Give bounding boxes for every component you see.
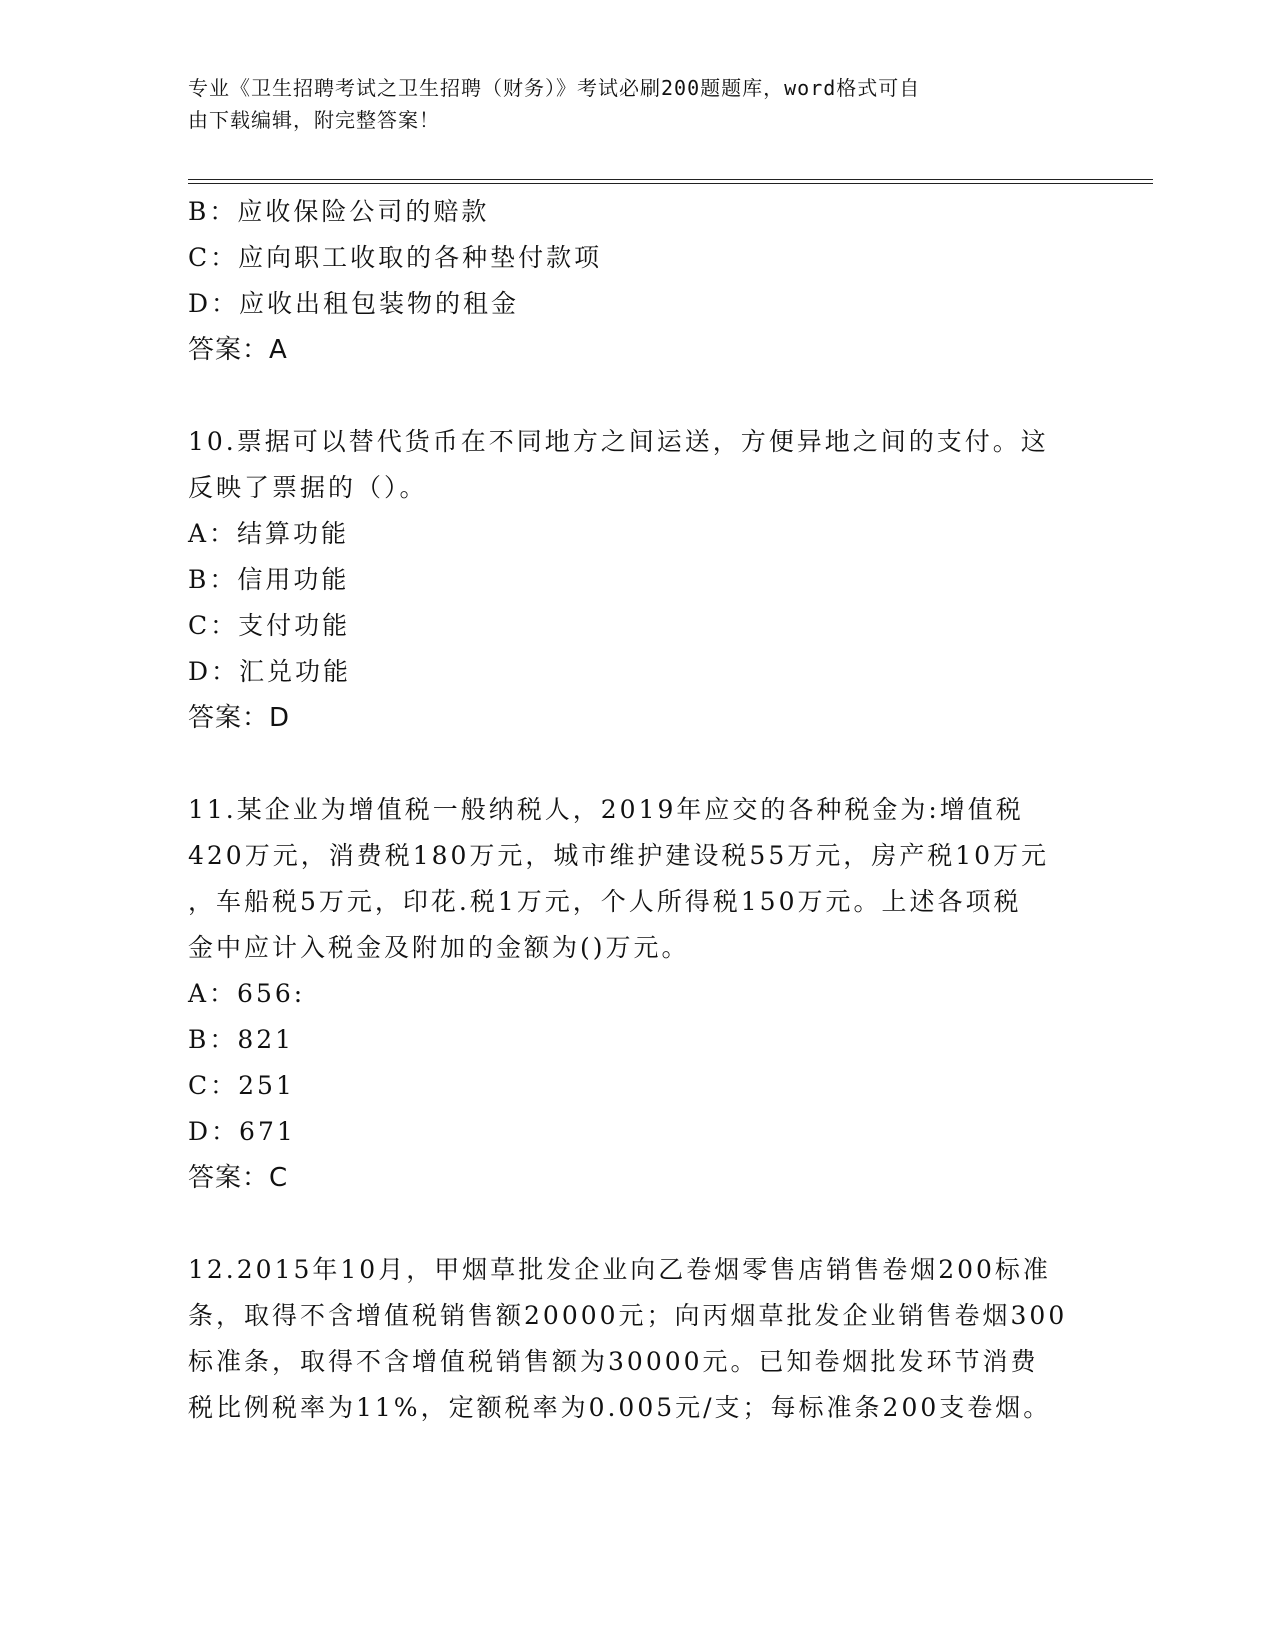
header-line-1: 专业《卫生招聘考试之卫生招聘（财务）》考试必刷200题题库，word格式可自 (188, 76, 921, 100)
option-d: D：671 (188, 1117, 296, 1146)
question-text-line: 条，取得不含增值税销售额20000元；向丙烟草批发企业销售卷烟300 (188, 1301, 1068, 1330)
question-text-line: 反映了票据的（）。 (188, 473, 428, 502)
option-a: A：结算功能 (188, 519, 350, 548)
option-a: A：656: (188, 979, 306, 1008)
option-c: C：251 (188, 1071, 295, 1100)
option-d: D：汇兑功能 (188, 657, 352, 686)
document-header (188, 72, 1068, 136)
question-block-12 (188, 1247, 1088, 1431)
header-divider-top (188, 179, 1153, 180)
header-divider-bottom (188, 183, 1153, 184)
header-line-2: 由下载编辑，附完整答案！ (188, 108, 440, 132)
option-c: C：应向职工收取的各种垫付款项 (188, 243, 603, 272)
question-text-line: 标准条，取得不含增值税销售额为30000元。已知卷烟批发环节消费 (188, 1347, 1039, 1376)
block-spacer (188, 373, 1088, 419)
question-block-9 (188, 189, 1088, 373)
answer-line: 答案：A (188, 335, 288, 365)
option-c: C：支付功能 (188, 611, 351, 640)
question-block-11 (188, 787, 1088, 1201)
question-text-line: 11.某企业为增值税一般纳税人，2019年应交的各种税金为:增值税 (188, 795, 1024, 824)
answer-line: 答案：C (188, 1163, 289, 1193)
option-b: B：信用功能 (188, 565, 350, 594)
question-text-line: 金中应计入税金及附加的金额为()万元。 (188, 933, 690, 962)
question-text-line: ，车船税5万元，印花.税1万元，个人所得税150万元。上述各项税 (188, 887, 1022, 916)
question-text-line: 12.2015年10月，甲烟草批发企业向乙卷烟零售店销售卷烟200标准 (188, 1255, 1051, 1284)
question-text-line: 税比例税率为11%，定额税率为0.005元/支；每标准条200支卷烟。 (188, 1393, 1052, 1422)
document-body (188, 189, 1088, 1431)
block-spacer (188, 741, 1088, 787)
block-spacer (188, 1201, 1088, 1247)
option-d: D：应收出租包装物的租金 (188, 289, 520, 318)
answer-line: 答案：D (188, 703, 291, 733)
question-text-line: 420万元，消费税180万元，城市维护建设税55万元，房产税10万元 (188, 841, 1050, 870)
question-text-line: 10.票据可以替代货币在不同地方之间运送，方便异地之间的支付。这 (188, 427, 1049, 456)
option-b: B：821 (188, 1025, 295, 1054)
question-block-10 (188, 419, 1088, 741)
option-b: B：应收保险公司的赔款 (188, 197, 490, 226)
